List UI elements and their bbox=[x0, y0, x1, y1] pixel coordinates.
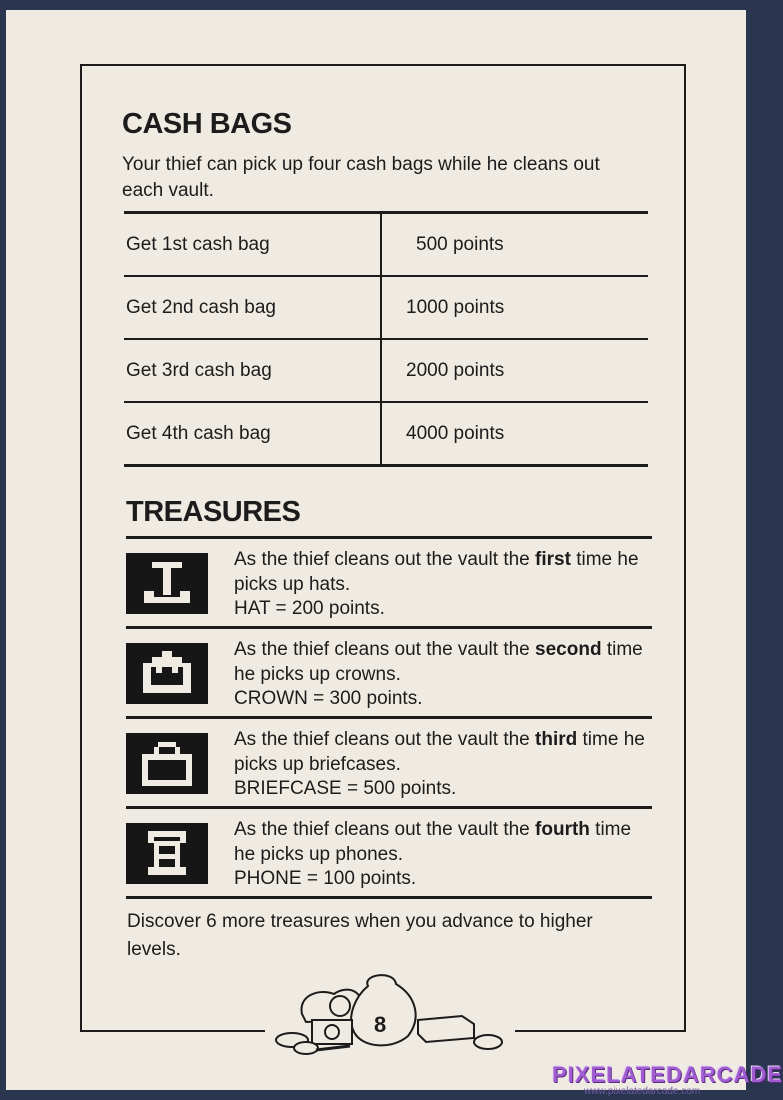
cash-bag-label: Get 3rd cash bag bbox=[126, 360, 272, 381]
crown-icon bbox=[126, 643, 208, 704]
cash-bag-points: 1000 points bbox=[406, 297, 505, 318]
watermark-brand: PIXELATEDARCADE bbox=[552, 1062, 783, 1087]
treasure-text: time he picks up phones. bbox=[234, 819, 632, 865]
watermark-url: www.pixelatedarcade.com bbox=[584, 1086, 701, 1097]
treasure-ordinal: fourth bbox=[535, 819, 590, 840]
cash-bag-label: Get 2nd cash bag bbox=[126, 297, 276, 318]
border-bottom-right bbox=[515, 1030, 686, 1032]
treasure-value: HAT = 200 points. bbox=[234, 598, 385, 619]
treasure-text: As the thief cleans out the vault the bbox=[234, 549, 536, 570]
border-bottom-left bbox=[80, 1030, 265, 1032]
treasure-text: As the thief cleans out the vault the bbox=[234, 639, 536, 660]
cash-bag-points: 500 points bbox=[416, 234, 504, 255]
treasure-value: CROWN = 300 points. bbox=[234, 688, 423, 709]
phone-icon bbox=[126, 823, 208, 884]
cash-bags-heading: CASH BAGS bbox=[122, 108, 292, 140]
table-row bbox=[124, 340, 648, 403]
treasures-list bbox=[126, 536, 652, 899]
list-item bbox=[126, 719, 652, 809]
treasures-heading: TREASURES bbox=[126, 496, 301, 528]
treasure-description bbox=[234, 728, 654, 802]
footer-note: Discover 6 more treasures when you advance to higher levels. bbox=[127, 911, 593, 960]
coin-drawing bbox=[474, 1035, 502, 1049]
cash-bag-points: 2000 points bbox=[406, 360, 505, 381]
treasure-ordinal: first bbox=[535, 549, 571, 570]
treasure-description bbox=[234, 818, 654, 892]
table-row bbox=[124, 214, 648, 277]
coin-drawing bbox=[294, 1042, 318, 1054]
cash-bags-table bbox=[124, 211, 648, 467]
treasure-text: time he picks up briefcases. bbox=[234, 729, 645, 775]
loot-illustration bbox=[262, 966, 512, 1058]
treasure-value: BRIEFCASE = 500 points. bbox=[234, 778, 457, 799]
treasure-ordinal: second bbox=[535, 639, 602, 660]
gold-bar-drawing bbox=[418, 1016, 474, 1042]
cash-bags-intro: Your thief can pick up four cash bags while he cleans out each vault. bbox=[122, 154, 600, 201]
list-item bbox=[126, 809, 652, 899]
treasure-text: time he picks up crowns. bbox=[234, 639, 643, 685]
page-number: 8 bbox=[374, 1012, 387, 1037]
safe-dial-drawing bbox=[325, 1025, 339, 1039]
treasure-text: time he picks up hats. bbox=[234, 549, 639, 595]
treasure-description bbox=[234, 548, 654, 622]
cash-bag-points: 4000 points bbox=[406, 423, 505, 444]
treasure-description bbox=[234, 638, 654, 712]
cash-bag-label: Get 4th cash bag bbox=[126, 423, 271, 444]
briefcase-icon bbox=[126, 733, 208, 794]
treasure-text: As the thief cleans out the vault the bbox=[234, 729, 536, 750]
treasure-value: PHONE = 100 points. bbox=[234, 868, 417, 889]
treasure-text: As the thief cleans out the vault the bbox=[234, 819, 536, 840]
table-row bbox=[124, 403, 648, 467]
table-row bbox=[124, 277, 648, 340]
key-drawing bbox=[316, 1046, 350, 1050]
treasure-ordinal: third bbox=[535, 729, 578, 750]
cash-bag-label: Get 1st cash bag bbox=[126, 234, 270, 255]
list-item bbox=[126, 629, 652, 719]
clock-drawing bbox=[330, 996, 350, 1016]
hat-icon bbox=[126, 553, 208, 614]
list-item bbox=[126, 539, 652, 629]
